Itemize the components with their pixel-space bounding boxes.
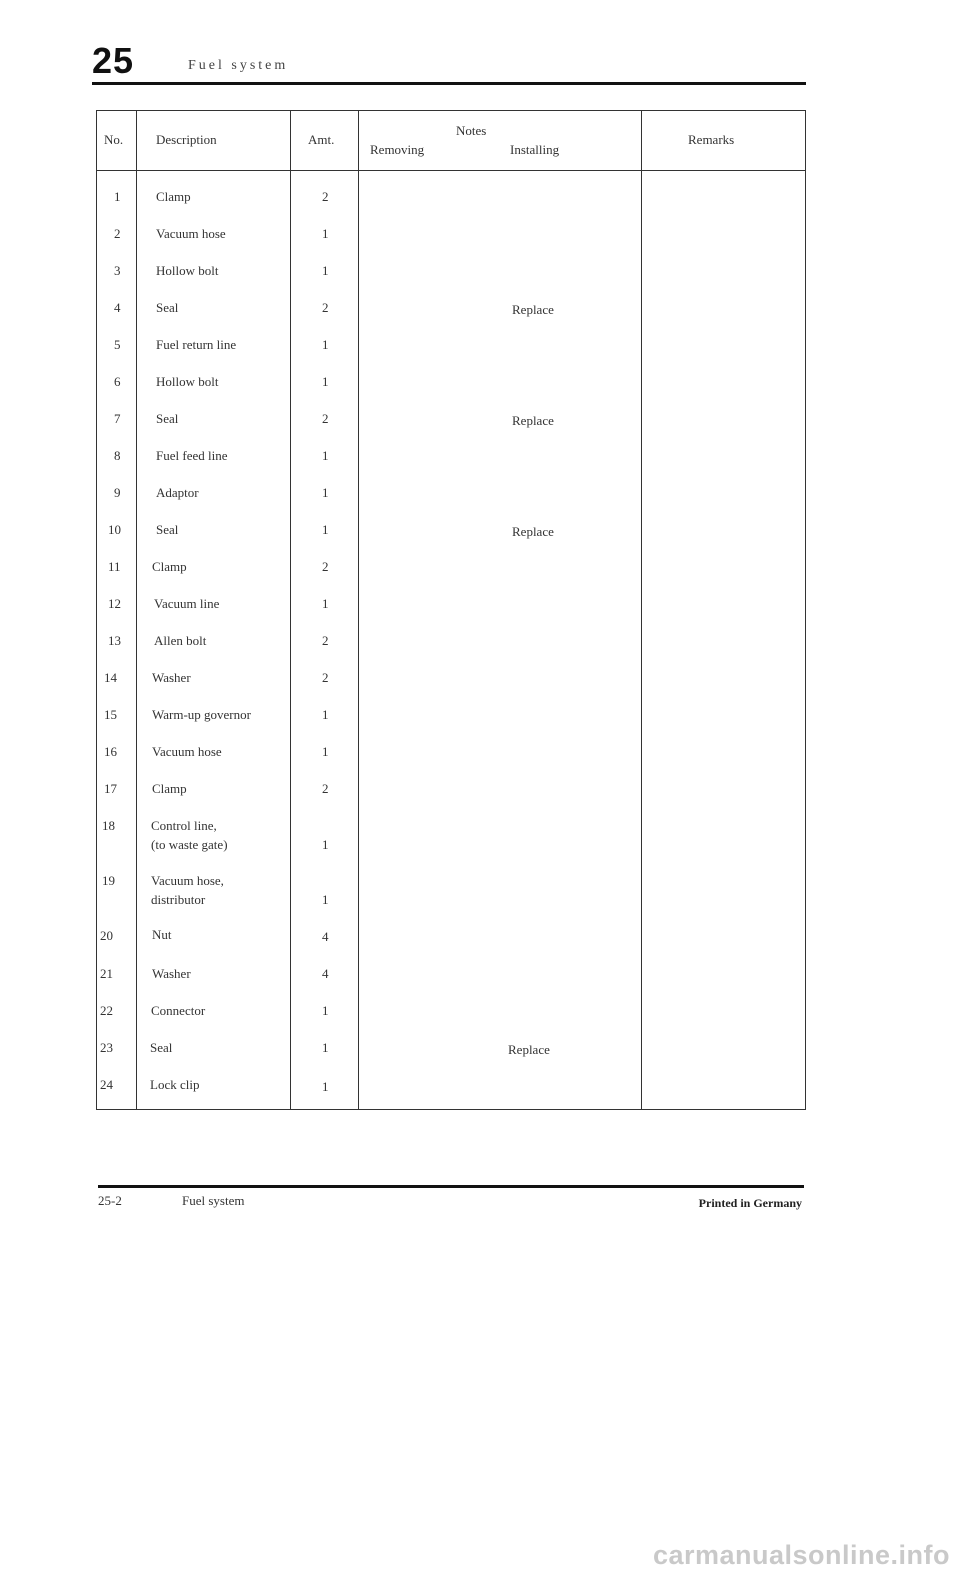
footer-rule bbox=[98, 1185, 804, 1188]
row-amount: 1 bbox=[322, 263, 329, 278]
row-number: 3 bbox=[114, 263, 121, 278]
row-amount: 4 bbox=[322, 966, 329, 981]
row-amount: 1 bbox=[322, 707, 329, 722]
row-number: 5 bbox=[114, 337, 121, 352]
row-number: 16 bbox=[104, 744, 117, 759]
row-description: Seal bbox=[156, 300, 179, 315]
row-number: 21 bbox=[100, 966, 113, 981]
row-description: Warm-up governor bbox=[152, 707, 251, 722]
row-amount: 1 bbox=[322, 337, 329, 352]
table-border-right bbox=[805, 110, 806, 1110]
row-amount: 2 bbox=[322, 300, 329, 315]
row-amount: 1 bbox=[322, 837, 329, 852]
row-number: 10 bbox=[108, 522, 121, 537]
watermark: carmanualsonline.info bbox=[652, 1540, 950, 1570]
row-number: 7 bbox=[114, 411, 121, 426]
col-divider-notes bbox=[641, 110, 642, 1110]
row-description: Lock clip bbox=[150, 1077, 200, 1092]
col-divider-no bbox=[136, 110, 137, 1110]
row-description: Vacuum line bbox=[154, 596, 220, 611]
row-number: 1 bbox=[114, 189, 121, 204]
row-description: Fuel feed line bbox=[156, 448, 228, 463]
row-amount: 1 bbox=[322, 374, 329, 389]
row-number: 22 bbox=[100, 1003, 113, 1018]
page-header bbox=[92, 40, 806, 86]
row-description: Fuel return line bbox=[156, 337, 237, 352]
row-number: 4 bbox=[114, 300, 121, 315]
row-amount: 2 bbox=[322, 411, 329, 426]
table-border-bottom bbox=[96, 1109, 806, 1110]
row-description: Seal bbox=[150, 1040, 173, 1055]
row-amount: 1 bbox=[322, 1040, 329, 1055]
footer-printed-in: Printed in Germany bbox=[698, 1196, 802, 1210]
col-divider-description bbox=[290, 110, 291, 1110]
row-amount: 2 bbox=[322, 559, 329, 574]
row-description: Washer bbox=[152, 966, 191, 981]
row-note: Replace bbox=[512, 524, 554, 539]
table-border-left bbox=[96, 110, 97, 1110]
column-header-amount: Amt. bbox=[308, 132, 335, 147]
column-header-installing: Installing bbox=[510, 142, 560, 157]
col-divider-amount bbox=[358, 110, 359, 1110]
row-description: Washer bbox=[152, 670, 191, 685]
row-description: Clamp bbox=[152, 559, 187, 574]
row-note: Replace bbox=[508, 1042, 550, 1057]
row-description: Seal bbox=[156, 411, 179, 426]
row-number: 15 bbox=[104, 707, 117, 722]
column-header-description: Description bbox=[156, 132, 217, 147]
row-amount: 1 bbox=[322, 892, 329, 907]
row-note: Replace bbox=[512, 302, 554, 317]
row-amount: 4 bbox=[322, 929, 329, 944]
row-number: 11 bbox=[108, 559, 121, 574]
row-amount: 2 bbox=[322, 781, 329, 796]
row-description: Vacuum hose, bbox=[151, 873, 224, 888]
column-header-remarks: Remarks bbox=[688, 132, 735, 147]
row-amount: 1 bbox=[322, 744, 329, 759]
chapter-number: 25 bbox=[92, 40, 135, 81]
footer-section-title: Fuel system bbox=[182, 1193, 245, 1208]
footer-page-number: 25-2 bbox=[98, 1193, 122, 1208]
row-number: 24 bbox=[100, 1077, 113, 1092]
row-number: 23 bbox=[100, 1040, 113, 1055]
row-amount: 1 bbox=[322, 1003, 329, 1018]
row-amount: 2 bbox=[322, 633, 329, 648]
row-number: 20 bbox=[100, 928, 113, 943]
row-amount: 1 bbox=[322, 485, 329, 500]
row-number: 12 bbox=[108, 596, 121, 611]
row-amount: 2 bbox=[322, 670, 329, 685]
row-number: 17 bbox=[104, 781, 117, 796]
row-number: 2 bbox=[114, 226, 121, 241]
row-amount: 1 bbox=[322, 596, 329, 611]
row-description: Adaptor bbox=[156, 485, 199, 500]
row-description: Hollow bolt bbox=[156, 374, 219, 389]
row-amount: 1 bbox=[322, 226, 329, 241]
column-header-no: No. bbox=[104, 132, 124, 147]
row-amount: 1 bbox=[322, 448, 329, 463]
row-description: Nut bbox=[152, 927, 172, 942]
header-divider bbox=[96, 170, 806, 171]
row-description: Hollow bolt bbox=[156, 263, 219, 278]
row-number: 14 bbox=[104, 670, 117, 685]
row-number: 9 bbox=[114, 485, 121, 500]
row-amount: 1 bbox=[322, 1079, 329, 1094]
row-description: Clamp bbox=[152, 781, 187, 796]
header-rule bbox=[92, 82, 806, 85]
column-header-removing: Removing bbox=[370, 142, 425, 157]
row-description: Control line, bbox=[151, 818, 217, 833]
row-description: Connector bbox=[151, 1003, 206, 1018]
row-number: 6 bbox=[114, 374, 121, 389]
row-description-continued: distributor bbox=[151, 892, 206, 907]
row-description: Clamp bbox=[156, 189, 191, 204]
column-header-notes: Notes bbox=[456, 123, 487, 138]
row-description: Seal bbox=[156, 522, 179, 537]
row-note: Replace bbox=[512, 413, 554, 428]
parts-table bbox=[96, 110, 806, 1110]
table-border-top bbox=[96, 110, 806, 111]
row-description: Vacuum hose bbox=[156, 226, 226, 241]
row-number: 19 bbox=[102, 873, 115, 888]
row-amount: 1 bbox=[322, 522, 329, 537]
row-amount: 2 bbox=[322, 189, 329, 204]
row-number: 18 bbox=[102, 818, 115, 833]
row-description-continued: (to waste gate) bbox=[151, 837, 228, 852]
row-number: 13 bbox=[108, 633, 121, 648]
chapter-title: Fuel system bbox=[188, 58, 289, 73]
row-description: Vacuum hose bbox=[152, 744, 222, 759]
row-description: Allen bolt bbox=[154, 633, 207, 648]
row-number: 8 bbox=[114, 448, 121, 463]
